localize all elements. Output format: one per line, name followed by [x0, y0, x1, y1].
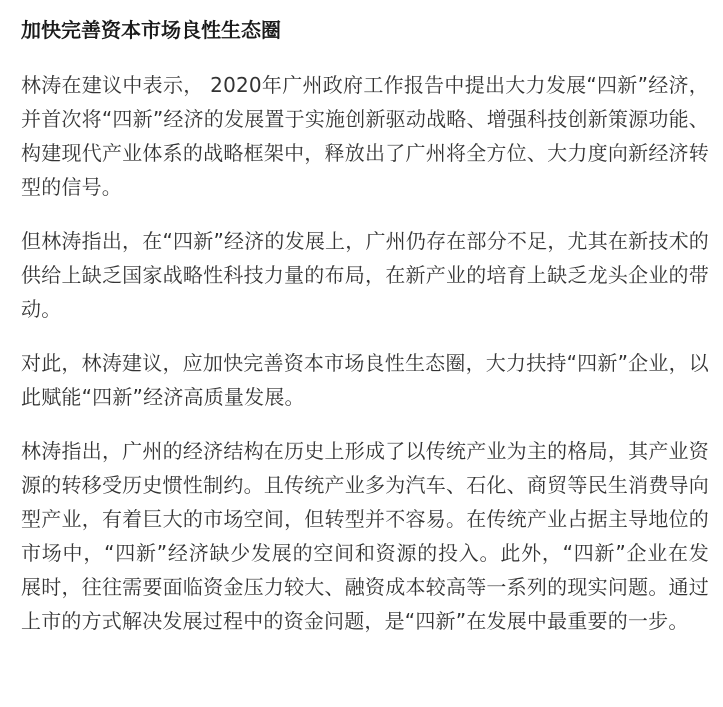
article-paragraph-3: 对此，林涛建议，应加快完善资本市场良性生态圈，大力扶持“四新”企业，以此赋能“四新”经济高质量发展。 [21, 351, 709, 409]
article-paragraph-2: 但林涛指出，在“四新”经济的发展上，广州仍存在部分不足，尤其在新技术的供给上缺乏国家战略性科技力量的布局，在新产业的培育上缺乏龙头企业的带动。 [21, 229, 709, 321]
article-paragraph-4: 林涛指出，广州的经济结构在历史上形成了以传统产业为主的格局，其产业资源的转移受历史惯性制约。且传统产业多为汽车、石化、商贸等民生消费导向型产业，有着巨大的市场空间，但转型并不容易。在传统产业占据主导地位的市场中，“四新”经济缺少发展的空间和资源的投入。此外，“四新”企业在发展时，往往需要面临资金压力较大、融资成本较高等一系列的现实问题。通过上市的方式解决发展过程中的资金问题，是“四新”在发展中最重要的一步。 [21, 439, 709, 633]
article-paragraph-1: 林涛在建议中表示， 2020年广州政府工作报告中提出大力发展“四新”经济，并首次将“四新”经济的发展置于实施创新驱动战略、增强科技创新策源功能、构建现代产业体系的战略框架中，释放出了广州将全方位、大力度向新经济转型的信号。 [21, 73, 709, 199]
article-heading: 加快完善资本市场良性生态圈 [21, 18, 281, 42]
